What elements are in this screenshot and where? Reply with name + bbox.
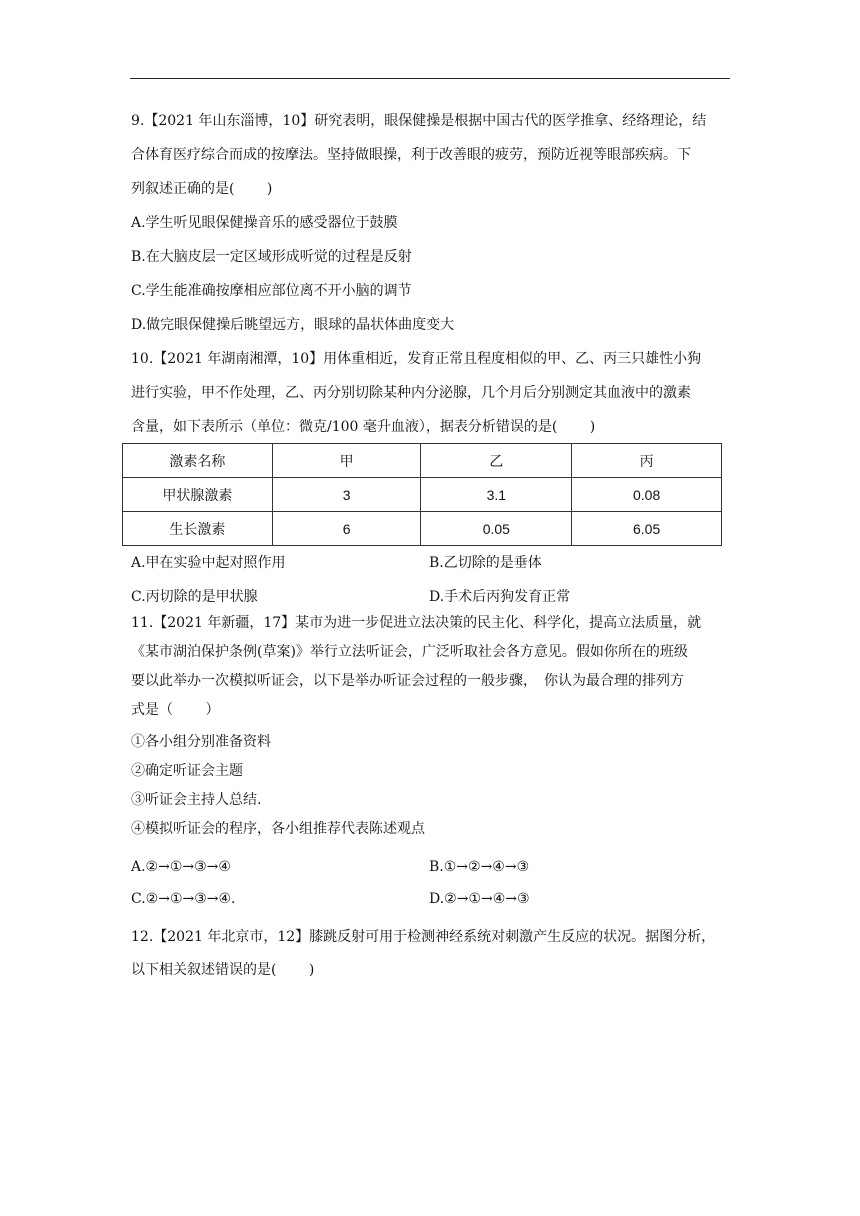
q11-stem-line-1: 11.【2021 年新疆，17】某市为进一步促进立法决策的民主化、科学化，提高立法质量，就: [131, 615, 702, 631]
table-cell: 6.05: [572, 512, 722, 546]
table-header-cell: 激素名称: [123, 444, 273, 478]
q9-option-d: D.做完眼保健操后眺望远方，眼球的晶状体曲度变大: [131, 317, 455, 333]
q11-stem-line-3: 要以此举办一次模拟听证会，以下是举办听证会过程的一般步骤， 你认为最合理的排列方: [131, 673, 684, 689]
q11-step-1: ①各小组分别准备资料: [131, 734, 271, 750]
q10-stem-line-2: 进行实验，甲不作处理，乙、丙分别切除某种内分泌腺，几个月后分别测定其血液中的激素: [131, 385, 691, 401]
hormone-table: [122, 443, 722, 546]
q10-option-c: C.丙切除的是甲状腺: [131, 589, 258, 605]
q12-stem-line-2: 以下相关叙述错误的是( ): [131, 962, 315, 978]
q9-option-a: A.学生听见眼保健操音乐的感受器位于鼓膜: [131, 215, 398, 231]
q9-option-b: B.在大脑皮层一定区域形成听觉的过程是反射: [131, 249, 412, 265]
table-cell: 0.05: [421, 512, 572, 546]
q11-option-a: A.②→①→③→④: [131, 859, 231, 875]
q10-stem-line-1: 10.【2021 年湖南湘潭，10】用体重相近，发育正常且程度相似的甲、乙、丙三只雄性小狗: [131, 351, 702, 367]
q9-stem-line-1: 9.【2021 年山东淄博，10】研究表明，眼保健操是根据中国古代的医学推拿、经络理论，结: [131, 113, 707, 129]
table-cell: 3.1: [421, 478, 572, 512]
q10-stem-line-3: 含量，如下表所示（单位：微克/100 毫升血液），据表分析错误的是( ): [131, 419, 596, 435]
table-header-row: [123, 444, 722, 478]
table-cell: 3: [272, 478, 421, 512]
table-header-cell: 丙: [572, 444, 722, 478]
table-cell: 0.08: [572, 478, 722, 512]
q11-step-3: ③听证会主持人总结.: [131, 792, 262, 808]
table-row: [123, 478, 722, 512]
q11-stem-line-4: 式是（ ）: [131, 702, 220, 718]
table-header-cell: 甲: [272, 444, 421, 478]
table-cell: 6: [272, 512, 421, 546]
table-row: [123, 512, 722, 546]
q9-option-c: C.学生能准确按摩相应部位离不开小脑的调节: [131, 283, 412, 299]
q9-stem-line-3: 列叙述正确的是( ): [131, 181, 273, 197]
q11-step-4: ④模拟听证会的程序，各小组推荐代表陈述观点: [131, 821, 425, 837]
table-header-cell: 乙: [421, 444, 572, 478]
q10-option-a: A.甲在实验中起对照作用: [131, 555, 286, 571]
q11-step-2: ②确定听证会主题: [131, 763, 243, 779]
q10-option-d: D.手术后丙狗发育正常: [429, 589, 571, 605]
q11-option-d: D.②→①→④→③: [429, 891, 530, 907]
q9-stem-line-2: 合体育医疗综合而成的按摩法。坚持做眼操，利于改善眼的疲劳，预防近视等眼部疾病。下: [131, 147, 691, 163]
q10-option-b: B.乙切除的是垂体: [429, 555, 542, 571]
header-rule: [130, 78, 730, 79]
q11-stem-line-2: 《某市湖泊保护条例(草案)》举行立法听证会，广泛听取社会各方意见。假如你所在的班级: [131, 644, 688, 660]
q12-stem-line-1: 12.【2021 年北京市，12】膝跳反射可用于检测神经系统对刺激产生反应的状况。据图分析，: [131, 929, 716, 945]
table-cell: 甲状腺激素: [123, 478, 273, 512]
table-cell: 生长激素: [123, 512, 273, 546]
q11-option-c: C.②→①→③→④.: [131, 891, 236, 907]
q11-option-b: B.①→②→④→③: [429, 859, 530, 875]
